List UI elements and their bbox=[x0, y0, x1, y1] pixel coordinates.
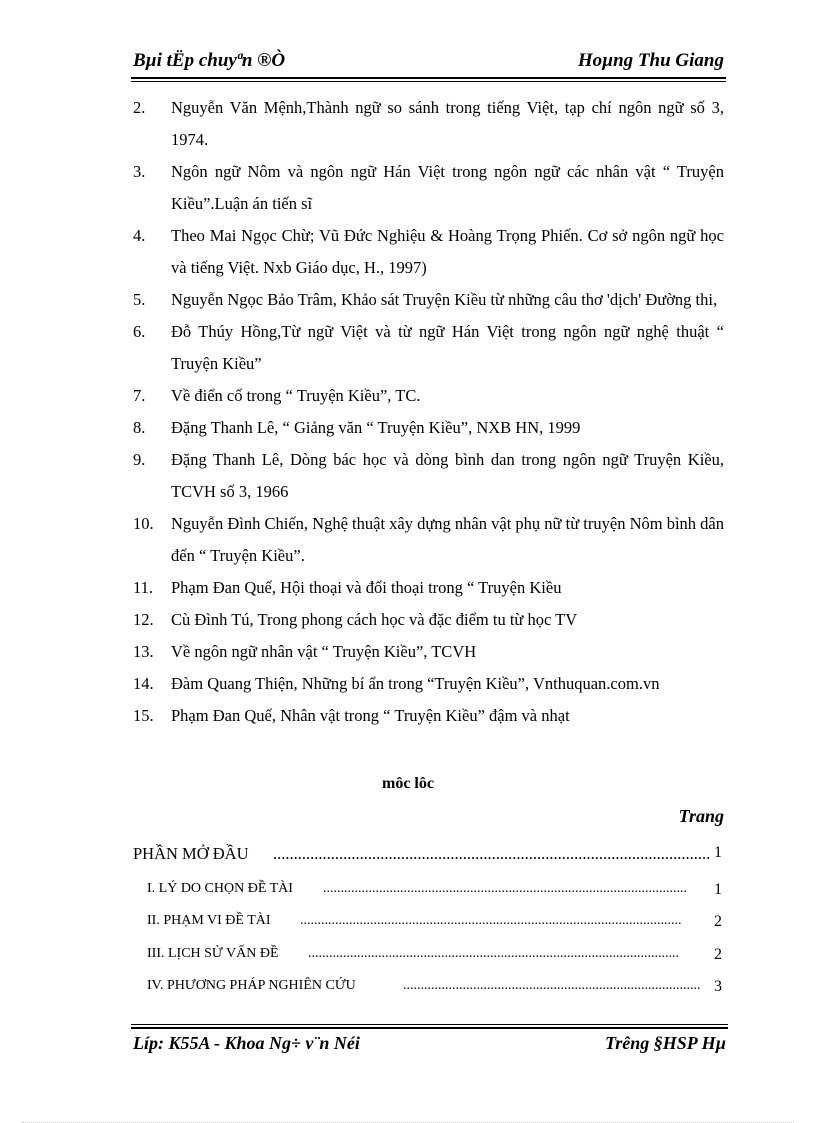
toc-entry-page: 1 bbox=[714, 880, 722, 898]
reference-text: Phạm Đan Quế, Hội thoại và đối thoại trong “ Truyện Kiều bbox=[171, 578, 562, 597]
reference-item bbox=[133, 636, 724, 668]
reference-number: 4. bbox=[133, 226, 146, 245]
reference-number: 8. bbox=[133, 418, 146, 437]
toc-entry-leader: .......................................................................................................... bbox=[308, 945, 679, 961]
reference-text: Về ngôn ngữ nhân vật “ Truyện Kiều”, TCVH bbox=[171, 642, 477, 661]
reference-text: Ngôn ngữ Nôm và ngôn ngữ Hán Việt trong ngôn ngữ các nhân vật “ Truyện Kiều”.Luận án tiến sĩ bbox=[171, 162, 724, 213]
reference-number: 10. bbox=[133, 514, 154, 533]
toc-entry-page: 2 bbox=[714, 913, 722, 930]
footer-rule-thin bbox=[131, 1024, 728, 1025]
reference-item bbox=[133, 316, 724, 380]
reference-text: Cù Đình Tú, Trong phong cách học và đặc điểm tu từ học TV bbox=[171, 610, 578, 629]
reference-text: Nguyễn Văn Mệnh,Thành ngữ so sánh trong tiếng Việt, tạp chí ngôn ngữ số 3, 1974. bbox=[171, 98, 724, 149]
reference-text: Về điển cố trong “ Truyện Kiều”, TC. bbox=[171, 386, 421, 405]
reference-number: 15. bbox=[133, 706, 154, 725]
footer-rule bbox=[131, 1027, 728, 1029]
reference-text: Theo Mai Ngọc Chừ; Vũ Đức Nghiệu & Hoàng Trọng Phiến. Cơ sở ngôn ngữ học và tiếng Việt. Nxb Giáo dục, H., 1997) bbox=[171, 226, 724, 277]
toc-entry-page: 1 bbox=[714, 844, 722, 861]
header-author: Hoµng Thu Giang bbox=[577, 50, 724, 71]
toc-entry-leader: ........................................................................................................ bbox=[323, 880, 687, 896]
reference-number: 14. bbox=[133, 674, 154, 693]
reference-item bbox=[133, 444, 724, 508]
reference-item bbox=[133, 572, 724, 604]
reference-item bbox=[133, 700, 724, 732]
toc-page-column-header: Trang bbox=[678, 806, 724, 826]
reference-text: Đặng Thanh Lê, “ Giảng văn “ Truyện Kiều”, NXB HN, 1999 bbox=[171, 418, 581, 437]
header-rule-thin bbox=[131, 81, 726, 82]
reference-text: Đàm Quang Thiện, Những bí ẩn trong “Truyện Kiều”, Vnthuquan.com.vn bbox=[171, 674, 660, 693]
toc-entry-leader: ............................................................................................................. bbox=[300, 913, 682, 928]
toc-entry-leader: ..................................................................................... bbox=[403, 978, 701, 993]
reference-number: 12. bbox=[133, 610, 154, 629]
toc-entry[interactable] bbox=[133, 840, 724, 873]
reference-number: 3. bbox=[133, 162, 146, 181]
toc-entry[interactable] bbox=[133, 873, 724, 906]
toc-entry-page: 2 bbox=[714, 945, 722, 963]
reference-number: 7. bbox=[133, 386, 146, 405]
reference-text: Đỗ Thúy Hồng,Từ ngữ Việt và từ ngữ Hán Việt trong ngôn ngữ nghệ thuật “ Truyện Kiều” bbox=[171, 322, 724, 373]
header-title: Bµi tËp chuyªn ®Ò bbox=[133, 50, 286, 71]
reference-number: 11. bbox=[133, 578, 154, 597]
reference-item bbox=[133, 284, 724, 316]
reference-item bbox=[133, 412, 724, 444]
toc-entry[interactable] bbox=[133, 938, 724, 971]
reference-number: 2. bbox=[133, 98, 146, 117]
toc-entry-label: III. LỊCH SỬ VẤN ĐỀ bbox=[147, 945, 279, 961]
reference-item bbox=[133, 220, 724, 284]
toc-entry-page: 3 bbox=[714, 978, 722, 995]
toc-entry-label: PHẦN MỞ ĐẦU bbox=[133, 844, 249, 863]
footer-class: Líp: K55A - Khoa Ng÷ v¨n Néi bbox=[133, 1033, 360, 1053]
toc-entry-leader: .......................................................................................................... bbox=[273, 844, 710, 863]
reference-item bbox=[133, 668, 724, 700]
reference-list bbox=[133, 92, 724, 732]
reference-text: Phạm Đan Quế, Nhân vật trong “ Truyện Kiều” đậm và nhạt bbox=[171, 706, 570, 725]
toc-title: môc lôc bbox=[382, 775, 434, 792]
toc-entry[interactable] bbox=[133, 905, 724, 938]
reference-item bbox=[133, 92, 724, 156]
toc-entry-label: IV. PHƯƠNG PHÁP NGHIÊN CỨU bbox=[147, 978, 356, 993]
reference-text: Nguyễn Ngọc Bảo Trâm, Khảo sát Truyện Kiều từ những câu thơ 'dịch' Đường thi, bbox=[171, 290, 718, 309]
toc-entry-label: I. LÝ DO CHỌN ĐỀ TÀI bbox=[147, 880, 293, 896]
reference-number: 13. bbox=[133, 642, 154, 661]
toc-entry-label: II. PHẠM VI ĐỀ TÀI bbox=[147, 913, 271, 928]
table-of-contents bbox=[133, 840, 724, 1003]
reference-item bbox=[133, 156, 724, 220]
toc-entry[interactable] bbox=[133, 970, 724, 1003]
reference-number: 9. bbox=[133, 450, 146, 469]
reference-item bbox=[133, 508, 724, 572]
page-header bbox=[133, 46, 724, 74]
reference-text: Đặng Thanh Lê, Dòng bác học và dòng bình dan trong ngôn ngữ Truyện Kiều, TCVH số 3, 1966 bbox=[171, 450, 724, 501]
reference-item bbox=[133, 380, 724, 412]
reference-text: Nguyễn Đình Chiến, Nghệ thuật xây dựng nhân vật phụ nữ từ truyện Nôm bình dân đến “ Truyện Kiều”. bbox=[171, 514, 724, 565]
reference-number: 5. bbox=[133, 290, 146, 309]
reference-item bbox=[133, 604, 724, 636]
footer-school: Trêng §HSP Hµ bbox=[604, 1033, 726, 1053]
reference-number: 6. bbox=[133, 322, 146, 341]
header-rule bbox=[131, 77, 726, 79]
